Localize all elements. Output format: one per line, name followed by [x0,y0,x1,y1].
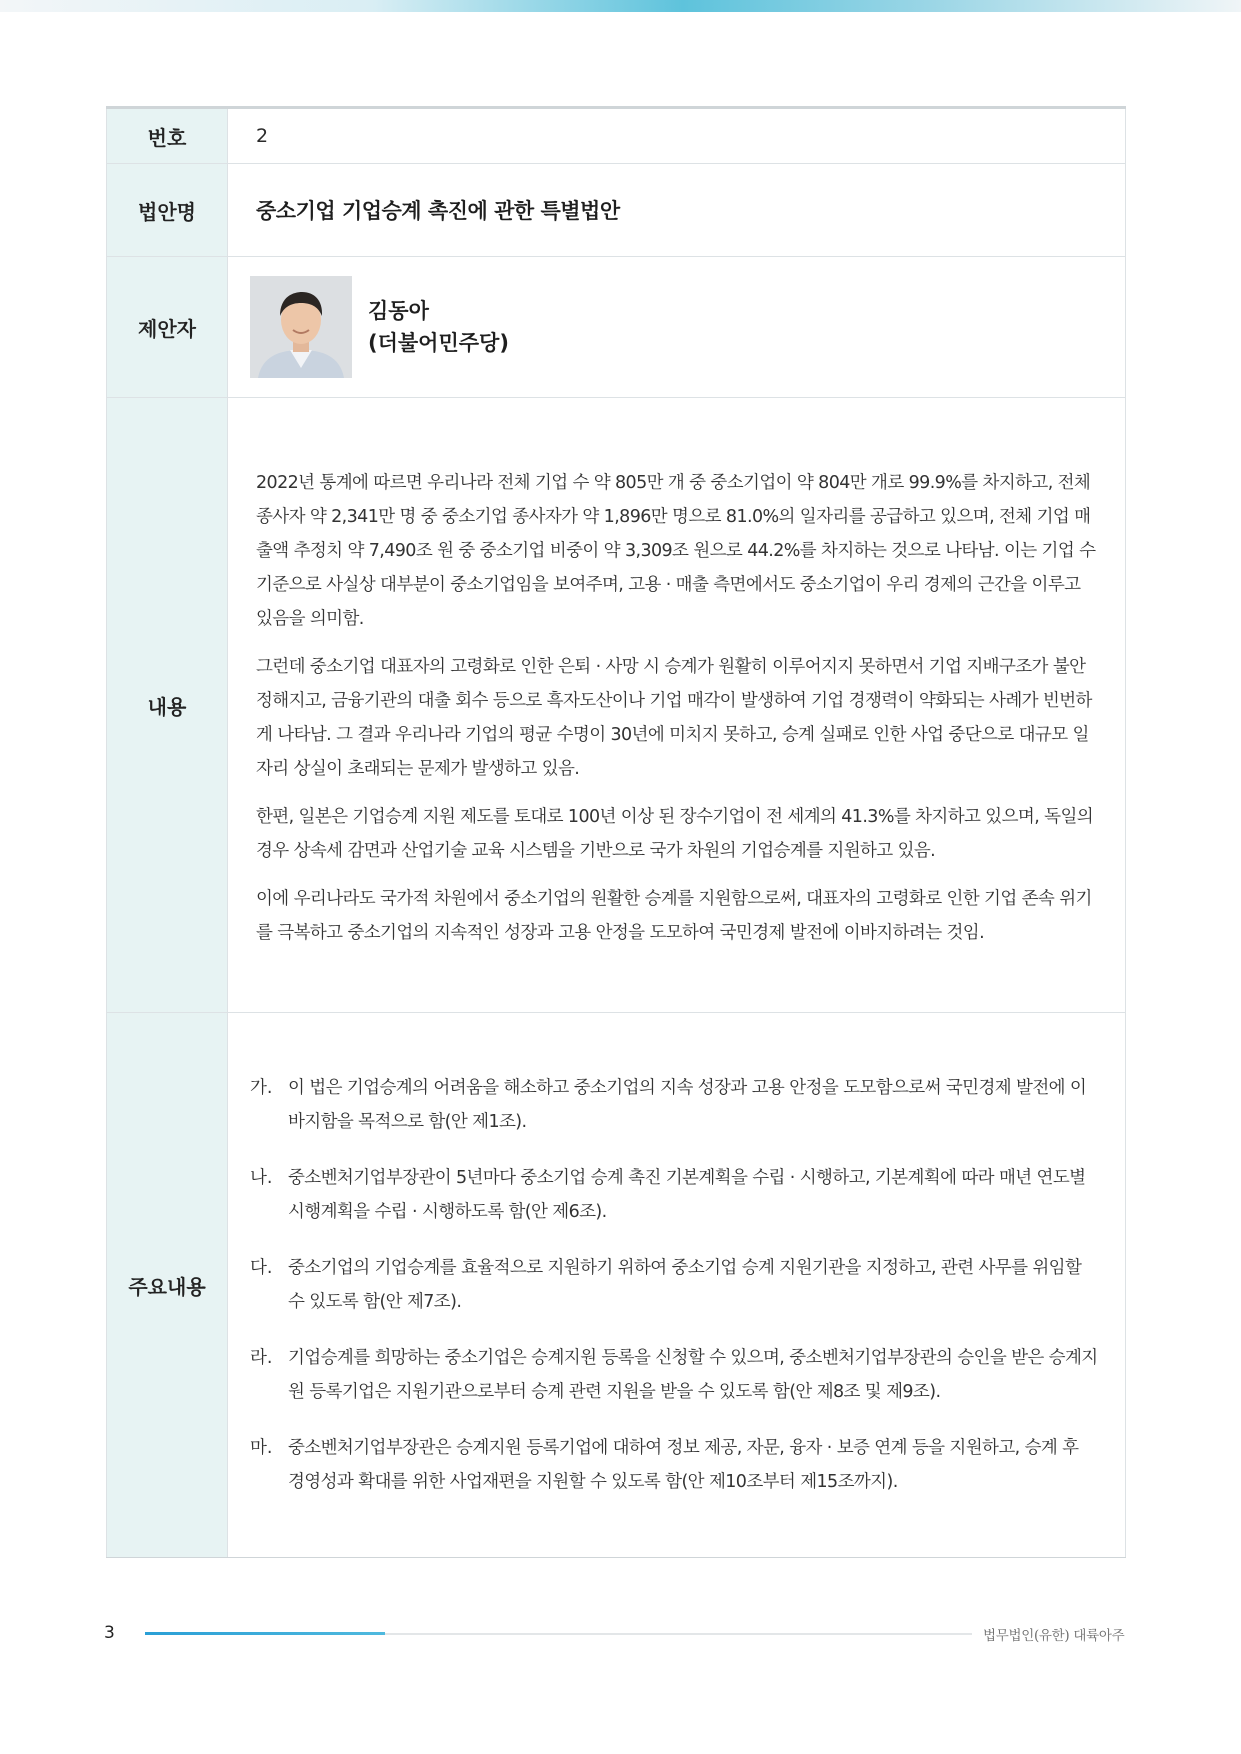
list-item-text: 중소벤처기업부장관이 5년마다 중소기업 승계 촉진 기본계획을 수립 · 시행하고, 기본계획에 따라 매년 연도별 시행계획을 수립 · 시행하도록 함(안 제6조). [288,1168,1086,1222]
bill-title: 중소기업 기업승계 촉진에 관한 특별법안 [256,199,620,223]
main-content-list [250,1071,1099,1499]
proposer-cell [228,257,1126,398]
list-item-marker: 라. [250,1348,273,1368]
proposer-party: (더불어민주당) [368,331,509,355]
list-item [250,1071,1099,1139]
main-content-cell [228,1013,1126,1558]
portrait-icon [250,276,352,378]
bill-title-cell [228,164,1126,257]
list-item-text: 기업승계를 희망하는 중소기업은 승계지원 등록을 신청할 수 있으며, 중소벤처기업부장관의 승인을 받은 승계지원 등록기업은 지원기관으로부터 승계 관련 지원을 받을 수 있도록 함(안 제8조 및 제9조). [288,1348,1098,1402]
content-paragraph: 그런데 중소기업 대표자의 고령화로 인한 은퇴 · 사망 시 승계가 원활히 이루어지지 못하면서 기업 지배구조가 불안정해지고, 금융기관의 대출 회수 등으로 흑자도산이나 기업 매각이 발생하여 기업 경쟁력이 약화되는 사례가 빈번하게 나타남. 그 결과 우리나라 기업의 평균 수명이 30년에 미치지 못하고, 승계 실패로 인한 사업 중단으로 대규모 일자리 상실이 초래되는 문제가 발생하고 있음. [256,657,1092,779]
label-number: 번호 [107,108,228,164]
list-item-text: 중소벤처기업부장관은 승계지원 등록기업에 대하여 정보 제공, 자문, 융자 · 보증 연계 등을 지원하고, 승계 후 경영성과 확대를 위한 사업재편을 지원할 수 있도록 함(안 제10조부터 제15조까지). [288,1438,1079,1492]
list-item [250,1431,1099,1499]
row-number [107,108,1126,164]
list-item-marker: 가. [250,1078,273,1098]
list-item-text: 이 법은 기업승계의 어려움을 해소하고 중소기업의 지속 성장과 고용 안정을 도모함으로써 국민경제 발전에 이바지함을 목적으로 함(안 제1조). [288,1078,1087,1132]
row-main-content [107,1013,1126,1558]
bill-info-table [106,106,1126,1558]
content-paragraph: 2022년 통계에 따르면 우리나라 전체 기업 수 약 805만 개 중 중소기업이 약 804만 개로 99.9%를 차지하고, 전체 종사자 약 2,341만 명 중 중소기업 종사자가 약 1,896만 명으로 81.0%의 일자리를 공급하고 있으며, 전체 기업 매출액 추정치 약 7,490조 원 중 중소기업 비중이 약 3,309조 원으로 44.2%를 차지하는 것으로 나타남. 이는 기업 수 기준으로 사실상 대부분이 중소기업임을 보여주며, 고용 · 매출 측면에서도 중소기업이 우리 경제의 근간을 이루고 있음을 의미함. [256,473,1096,629]
list-item [250,1161,1099,1229]
list-item [250,1251,1099,1319]
proposer-photo [250,276,352,378]
label-content: 내용 [107,398,228,1013]
footer-divider-accent [145,1632,385,1635]
proposer-name: 김동아 [368,299,429,323]
list-item-marker: 마. [250,1438,273,1458]
row-title [107,164,1126,257]
label-main-content: 주요내용 [107,1013,228,1558]
content-paragraph: 이에 우리나라도 국가적 차원에서 중소기업의 원활한 승계를 지원함으로써, 대표자의 고령화로 인한 기업 존속 위기를 극복하고 중소기업의 지속적인 성장과 고용 안정을 도모하여 국민경제 발전에 이바지하려는 것임. [256,889,1092,943]
proposer-block [256,276,1099,378]
list-item-text: 중소기업의 기업승계를 효율적으로 지원하기 위하여 중소기업 승계 지원기관을 지정하고, 관련 사무를 위임할 수 있도록 함(안 제7조). [288,1258,1082,1312]
label-proposer: 제안자 [107,257,228,398]
list-item-marker: 나. [250,1168,273,1188]
page-number: 3 [104,1623,115,1643]
bill-number: 2 [228,108,1126,164]
row-proposer [107,257,1126,398]
list-item-marker: 다. [250,1258,273,1278]
label-title: 법안명 [107,164,228,257]
content-paragraph: 한편, 일본은 기업승계 지원 제도를 토대로 100년 이상 된 장수기업이 전 세계의 41.3%를 차지하고 있으며, 독일의 경우 상속세 감면과 산업기술 교육 시스템을 기반으로 국가 차원의 기업승계를 지원하고 있음. [256,807,1094,861]
top-gradient-band [0,0,1241,12]
row-content [107,398,1126,1013]
content-cell [228,398,1126,1013]
proposer-text [368,295,509,359]
firm-name: 법무법인(유한) 대륙아주 [983,1628,1125,1644]
list-item [250,1341,1099,1409]
